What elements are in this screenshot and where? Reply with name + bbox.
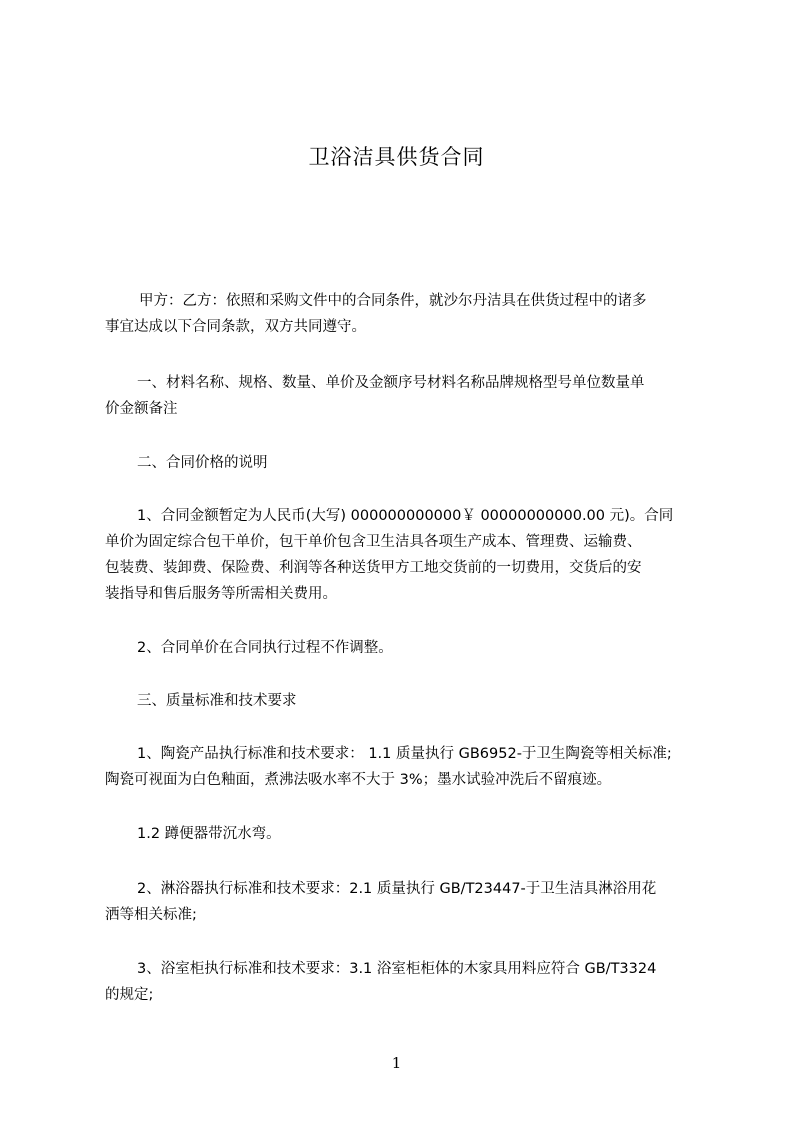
- paragraph-line: 事宜达成以下合同条款，双方共同遵守。: [105, 319, 366, 335]
- section-heading-price: [105, 450, 710, 476]
- paragraph-line: 洒等相关标准;: [105, 907, 197, 923]
- clause-2-2: [105, 635, 710, 661]
- paragraph-line: 甲方：乙方：依照和采购文件中的合同条件，就沙尔丹洁具在供货过程中的诸多: [139, 293, 647, 309]
- paragraph-line: 2、合同单价在合同执行过程不作调整。: [137, 640, 393, 656]
- page-number: 1: [391, 1054, 402, 1072]
- paragraph-line: 三、质量标准和技术要求: [137, 693, 297, 709]
- section-heading-quality: [105, 688, 710, 714]
- clause-2-1: [105, 503, 710, 607]
- paragraph-line: 1、合同金额暂定为人民币(大写) 000000000000￥ 00000000000.00 元)。合同: [137, 508, 674, 524]
- paragraph-line: 的规定;: [105, 987, 154, 1003]
- paragraph-line: 3、浴室柜执行标准和技术要求：3.1 浴室柜柜体的木家具用料应符合 GB/T3324: [137, 961, 657, 977]
- paragraph-line: 陶瓷可视面为白色釉面，煮沸法吸水率不大于 3%；墨水试验冲洗后不留痕迹。: [105, 772, 612, 788]
- paragraph-line: 1.2 蹲便器带沉水弯。: [137, 826, 281, 842]
- paragraph-line: 二、合同价格的说明: [137, 455, 268, 471]
- clause-3-1: [105, 741, 710, 793]
- paragraph-line: 单价为固定综合包干单价，包干单价包含卫生洁具各项生产成本、管理费、运输费、: [105, 534, 642, 550]
- paragraph-line: 装指导和售后服务等所需相关费用。: [105, 586, 337, 602]
- paragraph-line: 2、淋浴器执行标准和技术要求：2.1 质量执行 GB/T23447-于卫生洁具淋浴用花: [137, 881, 657, 897]
- paragraph-line: 一、材料名称、规格、数量、单价及金额序号材料名称品牌规格型号单位数量单: [137, 375, 645, 391]
- paragraph-line: 包装费、装卸费、保险费、利润等各种送货甲方工地交货前的一切费用，交货后的安: [105, 560, 642, 576]
- section-heading-materials: [105, 370, 710, 422]
- clause-3-2: [105, 876, 710, 928]
- paragraph-intro: [105, 288, 710, 340]
- paragraph-line: 价金额备注: [105, 401, 178, 417]
- clause-3-1-2: [105, 821, 710, 847]
- document-title: 卫浴洁具供货合同: [308, 145, 485, 169]
- clause-3-3: [105, 956, 710, 1008]
- paragraph-line: 1、陶瓷产品执行标准和技术要求： 1.1 质量执行 GB6952-于卫生陶瓷等相关标准;: [137, 746, 672, 762]
